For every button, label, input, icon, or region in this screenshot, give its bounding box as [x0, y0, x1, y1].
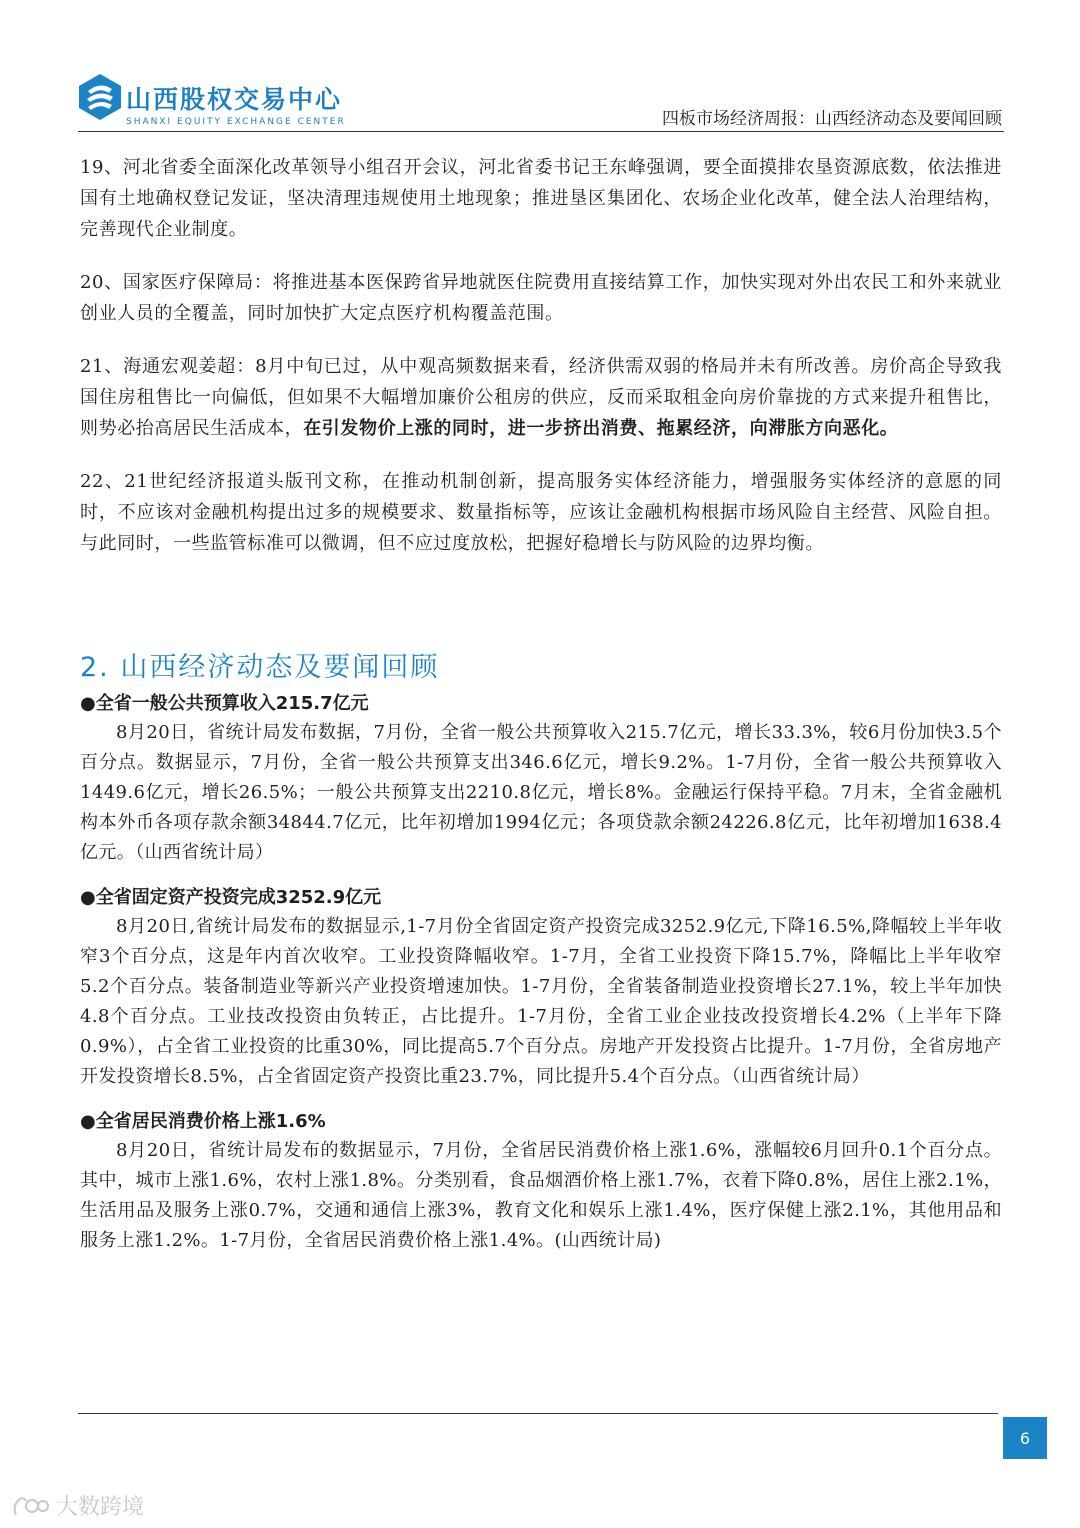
item-title-cpi: ●全省居民消费价格上涨1.6% — [80, 1111, 326, 1132]
header-divider — [78, 131, 1004, 132]
section-title: 2. 山西经济动态及要闻回顾 — [80, 652, 440, 683]
news-paragraph-19: 19、河北省委全面深化改革领导小组召开会议，河北省委书记王东峰强调，要全面摸排农垦资源底数，依法推进国有土地确权登记发证，坚决清理违规使用土地现象；推进垦区集团化、农场企业化改革，健全法人治理结构，完善现代企业制度。 — [80, 157, 1002, 240]
watermark-logo-icon — [10, 1493, 50, 1519]
document-title: 四板市场经济周报：山西经济动态及要闻回顾 — [662, 109, 1002, 129]
logo-en-name: SHANXI EQUITY EXCHANGE CENTER — [126, 117, 346, 127]
logo-icon — [76, 73, 124, 121]
item-title-fixed-investment: ●全省固定资产投资完成3252.9亿元 — [80, 887, 382, 908]
page-header — [0, 0, 1080, 135]
news-paragraph-21 — [80, 351, 1002, 444]
item-body-cpi: 8月20日，省统计局发布的数据显示，7月份，全省居民消费价格上涨1.6%，涨幅较6月回升0.1个百分点。其中，城市上涨1.6%，农村上涨1.8%。分类别看，食品烟酒价格上涨1.7%，衣着下降0.8%，居住上涨2.1%，生活用品及服务上涨0.7%，交通和通信上涨3%，教育文化和娱乐上涨1.4%，医疗保健上涨2.1%，其他用品和服务上涨1.2%。1-7月份，全省居民消费价格上涨1.4%。(山西统计局) — [80, 1140, 1002, 1251]
item-body-fixed-investment: 8月20日,省统计局发布的数据显示,1-7月份全省固定资产投资完成3252.9亿元,下降16.5%,降幅较上半年收窄3个百分点，这是年内首次收窄。工业投资降幅收窄。1-7月，全省工业投资下降15.7%，降幅比上半年收窄5.2个百分点。装备制造业等新兴产业投资增速加快。1-7月份，全省装备制造业投资增长27.1%，较上半年加快4.8个百分点。工业技改投资由负转正，占比提升。1-7月份，全省工业企业技改投资增长4.2%（上半年下降0.9%），占全省工业投资的比重30%，同比提高5.7个百分点。房地产开发投资占比提升。1-7月份，全省房地产开发投资增长8.5%，占全省固定资产投资比重23.7%，同比提升5.4个百分点。（山西省统计局） — [80, 916, 1002, 1087]
footer-divider — [78, 1413, 998, 1414]
logo-cn-name: 山西股权交易中心 — [126, 85, 343, 114]
logo-text — [126, 80, 346, 127]
watermark-text: 大数跨境 — [56, 1495, 145, 1520]
news-paragraph-22: 22、21世纪经济报道头版刊文称，在推动机制创新，提高服务实体经济能力，增强服务实体经济的意愿的同时，不应该对金融机构提出过多的规模要求、数量指标等，应该让金融机构根据市场风险自主经营、风险自担。与此同时，一些监管标准可以微调，但不应过度放松，把握好稳增长与防风险的边界均衡。 — [80, 471, 1002, 554]
page-content — [80, 152, 1002, 1272]
news-paragraph-21-text: 21、海通宏观姜超：8月中旬已过，从中观高频数据来看，经济供需双弱的格局并未有所改善。房价高企导致我国住房租售比一向偏低，但如果不大幅增加廉价公租房的供应，反而采取租金向房价靠拢的方式来提升租售比，则势必抬高居民生活成本， — [80, 356, 1002, 439]
watermark — [10, 1490, 144, 1521]
news-paragraph-20: 20、国家医疗保障局：将推进基本医保跨省异地就医住院费用直接结算工作，加快实现对外出农民工和外来就业创业人员的全覆盖，同时加快扩大定点医疗机构覆盖范围。 — [80, 272, 1002, 324]
news-paragraph-21-emphasis: 在引发物价上涨的同时，进一步挤出消费、拖累经济，向滞胀方向恶化。 — [303, 418, 899, 439]
page-number: 6 — [1003, 1417, 1047, 1459]
item-title-budget-revenue: ●全省一般公共预算收入215.7亿元 — [80, 693, 369, 714]
item-body-budget-revenue: 8月20日，省统计局发布数据，7月份，全省一般公共预算收入215.7亿元，增长33.3%，较6月份加快3.5个百分点。数据显示，7月份，全省一般公共预算支出346.6亿元，增长9.2%。1-7月份，全省一般公共预算收入1449.6亿元，增长26.5%；一般公共预算支出2210.8亿元，增长8%。金融运行保持平稳。7月末，全省金融机构本外币各项存款余额34844.7亿元，比年初增加1994亿元；各项贷款余额24226.8亿元，比年初增加1638.4亿元。（山西省统计局） — [80, 722, 1002, 863]
